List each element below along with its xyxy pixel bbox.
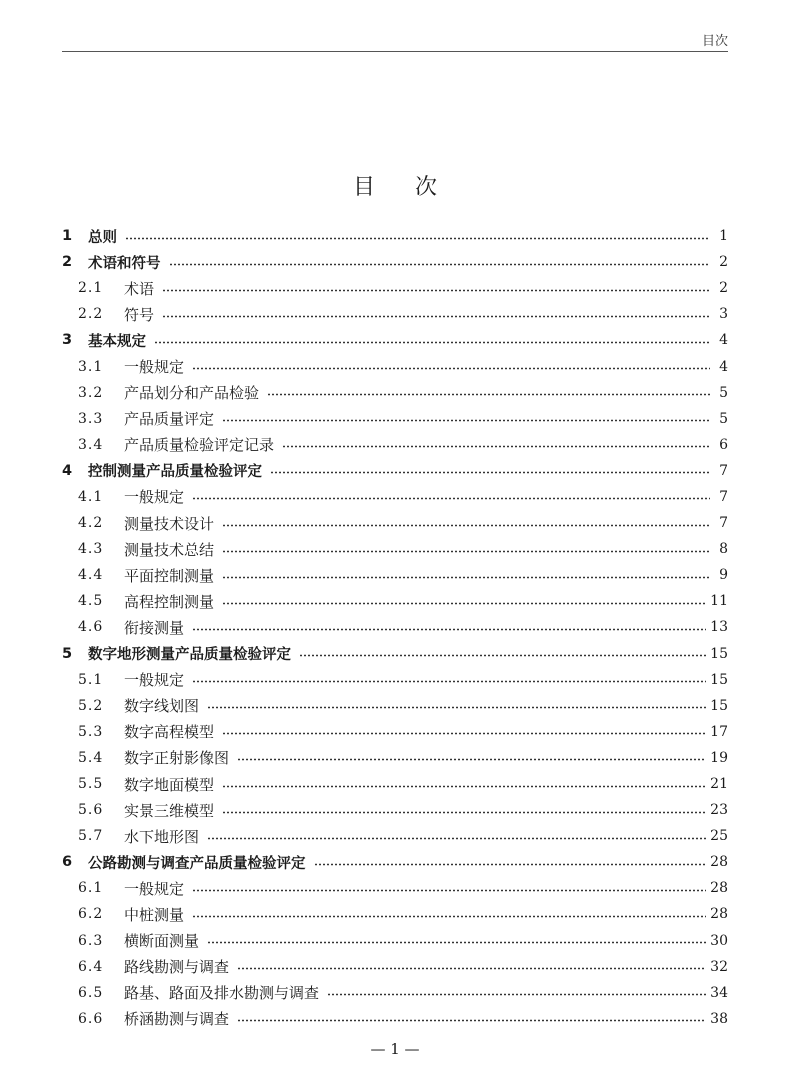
toc-entry-number: 4: [62, 462, 73, 479]
toc-entry-number: 5.4: [78, 749, 104, 766]
toc-entry-page: 38: [710, 1010, 728, 1027]
toc-entry-title: 平面控制测量: [124, 566, 215, 585]
toc-section-entry[interactable]: [62, 980, 728, 1006]
toc-entry-number: 6.4: [78, 958, 104, 975]
toc-entry-page: 28: [710, 880, 728, 897]
toc-dot-leader: [192, 367, 710, 370]
toc-section-entry[interactable]: [62, 901, 728, 927]
toc-entry-page: 1: [719, 228, 728, 245]
toc-entry-page: 4: [719, 332, 728, 349]
toc-entry-title: 总则: [88, 229, 117, 246]
toc-dot-leader: [282, 445, 710, 448]
toc-entry-page: 23: [710, 802, 728, 819]
toc-entry-page: 32: [710, 958, 728, 975]
toc-entry-page: 8: [719, 541, 728, 558]
toc-entry-page: 11: [710, 593, 728, 610]
toc-entry-page: 2: [719, 254, 728, 271]
toc-entry-number: 1: [62, 228, 73, 245]
toc-dot-leader: [169, 263, 711, 266]
toc-dot-leader: [154, 341, 710, 344]
toc-section-entry[interactable]: [62, 823, 728, 849]
toc-entry-number: 2.2: [78, 306, 104, 323]
toc-entry-number: 6.3: [78, 932, 104, 949]
toc-entry-page: 17: [710, 723, 728, 740]
toc-section-entry[interactable]: [62, 353, 728, 379]
toc-dot-leader: [222, 785, 706, 788]
toc-dot-leader: [192, 680, 706, 683]
toc-entry-number: 5.3: [78, 723, 104, 740]
toc-section-entry[interactable]: [62, 1006, 728, 1032]
toc-entry-number: 5.6: [78, 802, 104, 819]
toc-entry-title: 基本规定: [88, 333, 146, 350]
toc-entry-title: 测量技术总结: [124, 540, 215, 559]
toc-section-entry[interactable]: [62, 614, 728, 640]
toc-section-entry[interactable]: [62, 484, 728, 510]
toc-entry-page: 15: [710, 645, 728, 662]
toc-entry-page: 21: [710, 776, 728, 793]
toc-entry-title: 一般规定: [124, 488, 185, 507]
toc-entry-title: 数字线划图: [124, 697, 200, 716]
toc-entry-page: 25: [710, 828, 728, 845]
toc-dot-leader: [222, 602, 706, 605]
toc-entry-page: 5: [719, 410, 728, 427]
toc-entry-page: 15: [710, 697, 728, 714]
toc-dot-leader: [270, 471, 710, 474]
toc-entry-number: 5: [62, 645, 73, 662]
toc-entry-number: 6.5: [78, 984, 104, 1001]
toc-entry-title: 中桩测量: [124, 905, 185, 924]
toc-entry-number: 3.1: [78, 358, 104, 375]
toc-entry-title: 数字正射影像图: [124, 749, 230, 768]
toc-dot-leader: [222, 524, 710, 527]
toc-section-entry[interactable]: [62, 380, 728, 406]
toc-entry-title: 产品划分和产品检验: [124, 384, 260, 403]
toc-entry-title: 横断面测量: [124, 932, 200, 951]
toc-section-entry[interactable]: [62, 797, 728, 823]
running-header: 目次: [701, 34, 728, 49]
toc-entry-page: 28: [710, 906, 728, 923]
toc-section-entry[interactable]: [62, 588, 728, 614]
toc-entry-page: 3: [719, 306, 728, 323]
toc-entry-number: 6.1: [78, 880, 104, 897]
toc-section-entry[interactable]: [62, 875, 728, 901]
toc-section-entry[interactable]: [62, 301, 728, 327]
toc-dot-leader: [125, 237, 710, 240]
toc-dot-leader: [267, 393, 710, 396]
toc-entry-title: 路基、路面及排水勘测与调查: [124, 984, 320, 1003]
toc-dot-leader: [237, 758, 706, 761]
toc-entry-number: 5.2: [78, 697, 104, 714]
toc-entry-page: 5: [719, 384, 728, 401]
toc-section-entry[interactable]: [62, 275, 728, 301]
toc-entry-page: 30: [710, 932, 728, 949]
toc-entry-page: 4: [719, 358, 728, 375]
toc-section-entry[interactable]: [62, 954, 728, 980]
toc-dot-leader: [162, 315, 710, 318]
table-of-contents: [62, 223, 728, 1032]
toc-section-entry[interactable]: [62, 406, 728, 432]
toc-entry-number: 3: [62, 332, 73, 349]
toc-entry-number: 5.5: [78, 776, 104, 793]
toc-section-entry[interactable]: [62, 510, 728, 536]
toc-dot-leader: [237, 967, 706, 970]
toc-section-entry[interactable]: [62, 745, 728, 771]
toc-dot-leader: [299, 654, 706, 657]
toc-section-entry[interactable]: [62, 928, 728, 954]
toc-entry-number: 4.2: [78, 515, 104, 532]
toc-entry-page: 19: [710, 749, 728, 766]
toc-chapter-entry[interactable]: [62, 458, 728, 484]
toc-entry-page: 13: [710, 619, 728, 636]
toc-dot-leader: [207, 941, 706, 944]
toc-dot-leader: [237, 1019, 706, 1022]
page-title: 目次: [352, 175, 477, 200]
toc-dot-leader: [314, 863, 707, 866]
toc-entry-number: 6.6: [78, 1010, 104, 1027]
toc-dot-leader: [192, 628, 706, 631]
toc-dot-leader: [222, 811, 706, 814]
toc-chapter-entry[interactable]: [62, 641, 728, 667]
toc-dot-leader: [207, 837, 706, 840]
toc-entry-title: 测量技术设计: [124, 514, 215, 533]
toc-entry-title: 水下地形图: [124, 827, 200, 846]
toc-entry-title: 数字地面模型: [124, 775, 215, 794]
toc-entry-number: 5.7: [78, 828, 104, 845]
toc-dot-leader: [222, 732, 706, 735]
toc-section-entry[interactable]: [62, 693, 728, 719]
toc-entry-page: 7: [719, 515, 728, 532]
toc-entry-number: 2.1: [78, 280, 104, 297]
toc-section-entry[interactable]: [62, 562, 728, 588]
toc-entry-number: 2: [62, 254, 73, 271]
toc-entry-title: 产品质量评定: [124, 410, 215, 429]
toc-entry-page: 28: [710, 854, 728, 871]
toc-dot-leader: [222, 550, 710, 553]
toc-entry-number: 4.5: [78, 593, 104, 610]
toc-chapter-entry[interactable]: [62, 327, 728, 353]
toc-entry-title: 高程控制测量: [124, 592, 215, 611]
toc-dot-leader: [162, 289, 710, 292]
toc-section-entry[interactable]: [62, 771, 728, 797]
toc-section-entry[interactable]: [62, 432, 728, 458]
toc-entry-page: 34: [710, 984, 728, 1001]
toc-entry-title: 公路勘测与调查产品质量检验评定: [88, 855, 306, 872]
toc-entry-number: 3.4: [78, 436, 104, 453]
toc-dot-leader: [222, 576, 710, 579]
toc-entry-title: 数字高程模型: [124, 723, 215, 742]
toc-dot-leader: [207, 706, 706, 709]
toc-dot-leader: [327, 993, 706, 996]
toc-entry-title: 实景三维模型: [124, 801, 215, 820]
toc-section-entry[interactable]: [62, 536, 728, 562]
toc-entry-page: 2: [719, 280, 728, 297]
toc-entry-title: 产品质量检验评定记录: [124, 436, 275, 455]
toc-chapter-entry[interactable]: [62, 249, 728, 275]
toc-entry-number: 4.4: [78, 567, 104, 584]
toc-entry-page: 9: [719, 567, 728, 584]
page-number: — 1 —: [370, 1040, 420, 1058]
toc-entry-title: 符号: [124, 305, 155, 324]
toc-section-entry[interactable]: [62, 719, 728, 745]
toc-entry-title: 术语: [124, 279, 155, 298]
toc-entry-number: 3.3: [78, 410, 104, 427]
toc-entry-number: 4.3: [78, 541, 104, 558]
toc-dot-leader: [192, 915, 706, 918]
toc-entry-title: 桥涵勘测与调查: [124, 1010, 230, 1029]
toc-entry-title: 衔接测量: [124, 618, 185, 637]
toc-entry-title: 路线勘测与调查: [124, 958, 230, 977]
toc-entry-title: 一般规定: [124, 358, 185, 377]
toc-dot-leader: [192, 889, 706, 892]
toc-entry-title: 一般规定: [124, 879, 185, 898]
toc-section-entry[interactable]: [62, 667, 728, 693]
toc-entry-page: 7: [719, 488, 728, 505]
toc-entry-page: 15: [710, 671, 728, 688]
toc-entry-number: 3.2: [78, 384, 104, 401]
toc-entry-title: 术语和符号: [88, 255, 161, 272]
toc-entry-page: 7: [719, 462, 728, 479]
toc-entry-number: 5.1: [78, 671, 104, 688]
toc-entry-number: 6: [62, 854, 73, 871]
toc-chapter-entry[interactable]: [62, 223, 728, 249]
toc-entry-number: 4.6: [78, 619, 104, 636]
toc-entry-title: 一般规定: [124, 671, 185, 690]
toc-chapter-entry[interactable]: [62, 849, 728, 875]
toc-entry-title: 控制测量产品质量检验评定: [88, 464, 262, 481]
toc-entry-title: 数字地形测量产品质量检验评定: [88, 647, 291, 664]
header-rule: [62, 51, 728, 52]
toc-entry-page: 6: [719, 436, 728, 453]
toc-entry-number: 4.1: [78, 488, 104, 505]
toc-entry-number: 6.2: [78, 906, 104, 923]
toc-dot-leader: [222, 419, 710, 422]
toc-dot-leader: [192, 497, 710, 500]
